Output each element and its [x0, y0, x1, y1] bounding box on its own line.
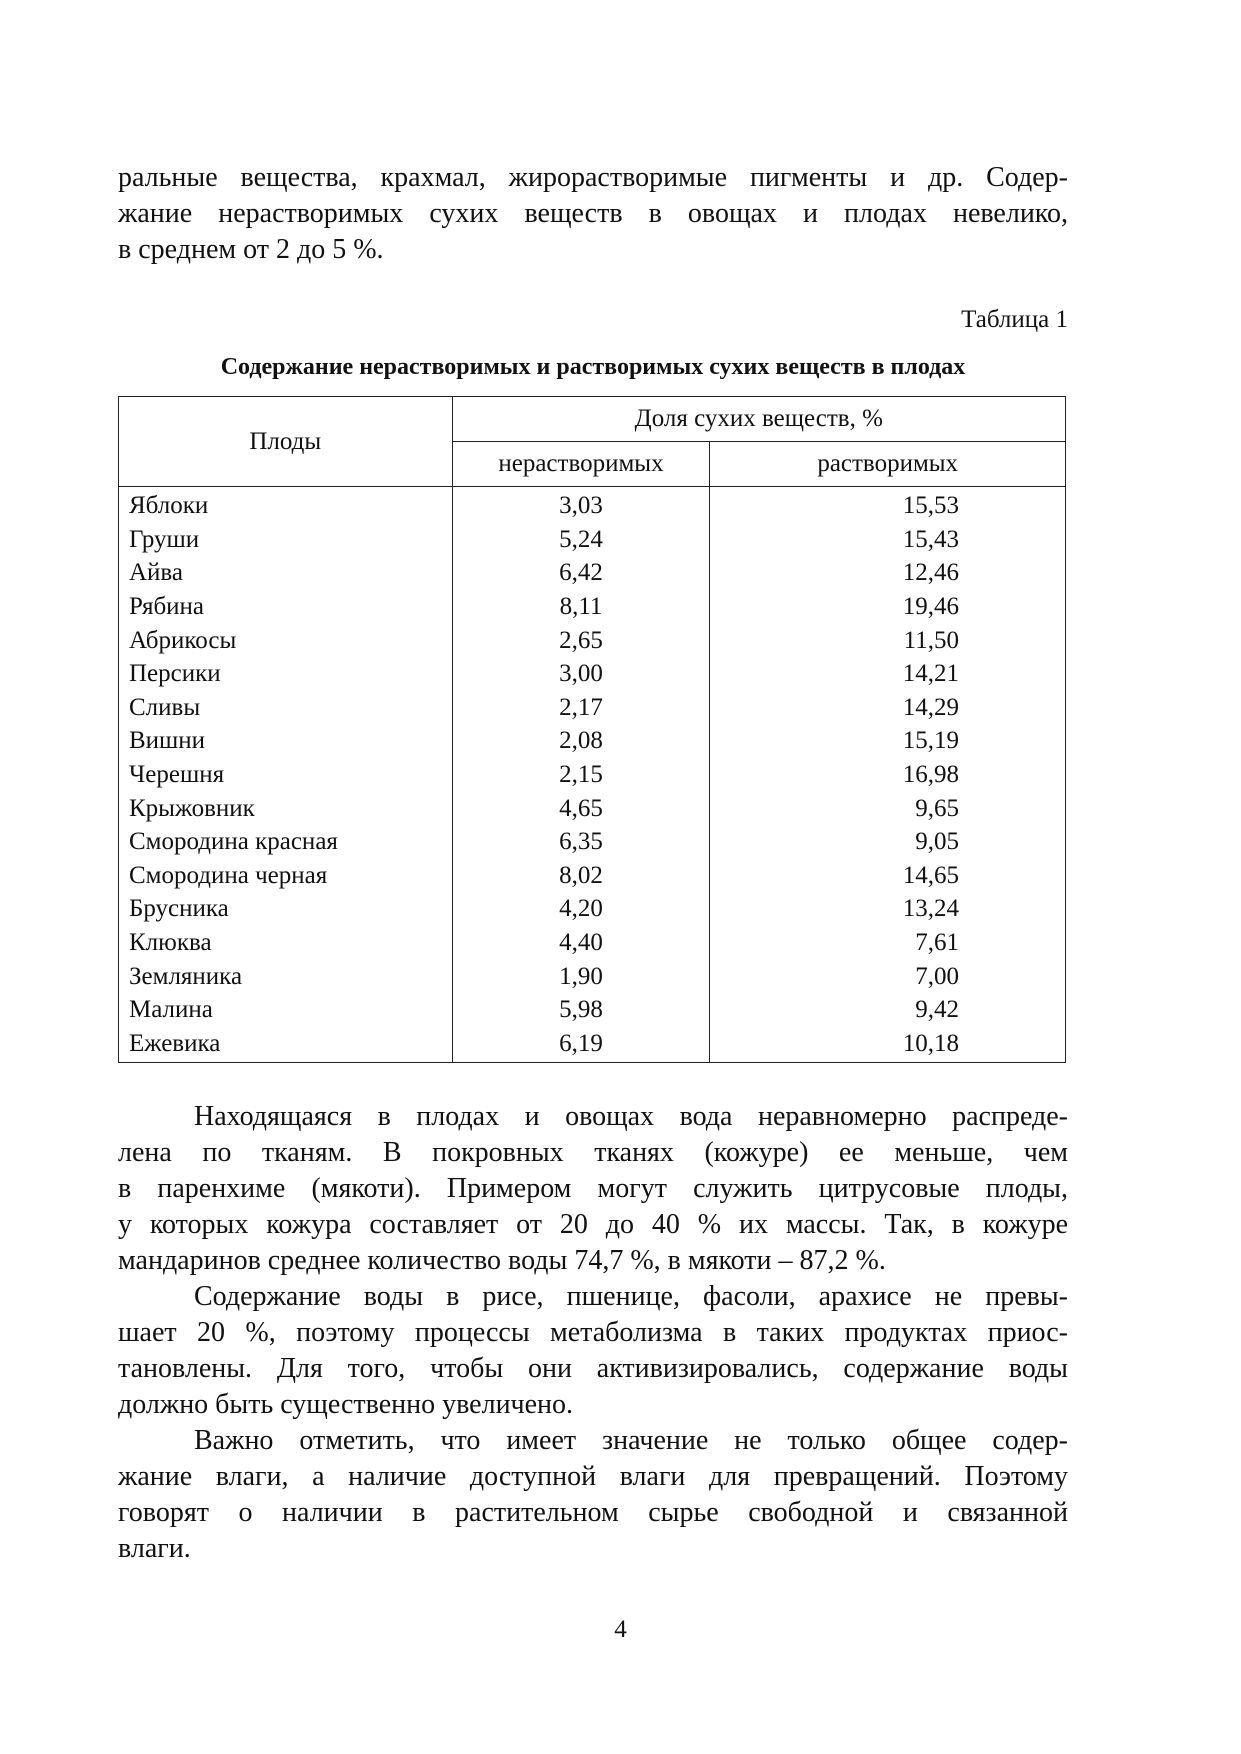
paragraph-available-moisture [118, 1423, 1068, 1567]
header-soluble: растворимых [710, 442, 1066, 487]
cell-soluble: 7,61 [710, 926, 1066, 960]
table-row [119, 590, 1066, 624]
table-row [119, 523, 1066, 557]
cell-insoluble: 2,08 [452, 724, 710, 758]
cell-fruit: Малина [119, 993, 453, 1027]
cell-insoluble: 5,24 [452, 523, 710, 557]
cell-soluble: 11,50 [710, 623, 1066, 657]
table-row [119, 791, 1066, 825]
table-row [119, 657, 1066, 691]
cell-soluble: 9,05 [710, 825, 1066, 859]
text-line: у которых кожура составляет от 20 до 40 % их массы. Так, в кожуре [118, 1209, 1068, 1241]
cell-fruit: Персики [119, 657, 453, 691]
header-insoluble: нерастворимых [452, 442, 710, 487]
cell-soluble: 9,42 [710, 993, 1066, 1027]
cell-insoluble: 2,65 [452, 623, 710, 657]
header-fruit: Плоды [119, 397, 453, 487]
text-line: шает 20 %, поэтому процессы метаболизма в таких продуктах приос- [118, 1317, 1068, 1349]
cell-fruit: Рябина [119, 590, 453, 624]
cell-insoluble: 8,02 [452, 859, 710, 893]
paragraph-grain-water [118, 1279, 1068, 1423]
cell-insoluble: 4,40 [452, 926, 710, 960]
cell-soluble: 9,65 [710, 791, 1066, 825]
cell-soluble: 15,43 [710, 523, 1066, 557]
cell-fruit: Яблоки [119, 487, 453, 523]
cell-insoluble: 4,20 [452, 892, 710, 926]
cell-insoluble: 6,19 [452, 1027, 710, 1063]
body-text [118, 1099, 1068, 1567]
cell-insoluble: 3,03 [452, 487, 710, 523]
cell-fruit: Абрикосы [119, 623, 453, 657]
table-body [119, 487, 1066, 1063]
cell-fruit: Айва [119, 556, 453, 590]
table-row [119, 758, 1066, 792]
text-line: Находящаяся в плодах и овощах вода неравномерно распреде- [194, 1101, 1068, 1133]
text-line: мандаринов среднее количество воды 74,7 %, в мякоти – 87,2 %. [118, 1245, 886, 1277]
table-row [119, 993, 1066, 1027]
intro-paragraph [118, 160, 1068, 268]
cell-insoluble: 6,42 [452, 556, 710, 590]
table-row [119, 926, 1066, 960]
text-line: должно быть существенно увеличено. [118, 1389, 574, 1421]
table-row [119, 959, 1066, 993]
dry-matter-table [118, 396, 1066, 1063]
cell-insoluble: 3,00 [452, 657, 710, 691]
cell-soluble: 12,46 [710, 556, 1066, 590]
cell-insoluble: 2,15 [452, 758, 710, 792]
cell-soluble: 19,46 [710, 590, 1066, 624]
text-line: в паренхиме (мякоти). Примером могут служить цитрусовые плоды, [118, 1173, 1068, 1205]
cell-insoluble: 5,98 [452, 993, 710, 1027]
text-line: Важно отметить, что имеет значение не только общее содер- [194, 1425, 1068, 1457]
text-line: тановлены. Для того, чтобы они активизировались, содержание воды [118, 1353, 1068, 1385]
table-row [119, 623, 1066, 657]
cell-fruit: Земляника [119, 959, 453, 993]
text-line: жание влаги, а наличие доступной влаги для превращений. Поэтому [118, 1461, 1068, 1493]
text-line: жание нерастворимых сухих веществ в овощах и плодах невелико, [118, 198, 1068, 229]
table-label: Таблица 1 [961, 306, 1068, 333]
cell-insoluble: 4,65 [452, 791, 710, 825]
cell-insoluble: 8,11 [452, 590, 710, 624]
cell-fruit: Черешня [119, 758, 453, 792]
table-row [119, 892, 1066, 926]
text-line: лена по тканям. В покровных тканях (кожуре) ее меньше, чем [118, 1137, 1068, 1169]
cell-fruit: Вишни [119, 724, 453, 758]
cell-fruit: Клюква [119, 926, 453, 960]
table-row [119, 724, 1066, 758]
cell-soluble: 14,21 [710, 657, 1066, 691]
cell-fruit: Ежевика [119, 1027, 453, 1063]
paragraph-water-distribution [118, 1099, 1068, 1279]
table-title: Содержание нерастворимых и растворимых сухих веществ в плодах [220, 354, 966, 380]
cell-fruit: Крыжовник [119, 791, 453, 825]
cell-fruit: Смородина красная [119, 825, 453, 859]
table-row [119, 556, 1066, 590]
cell-soluble: 15,53 [710, 487, 1066, 523]
text-line: в среднем от 2 до 5 %. [118, 234, 384, 265]
cell-soluble: 10,18 [710, 1027, 1066, 1063]
table-row [119, 1027, 1066, 1063]
cell-fruit: Смородина черная [119, 859, 453, 893]
cell-soluble: 7,00 [710, 959, 1066, 993]
document-page [118, 160, 1068, 1567]
table-row [119, 825, 1066, 859]
text-line: Содержание воды в рисе, пшенице, фасоли, арахисе не превы- [194, 1281, 1068, 1313]
table-row [119, 691, 1066, 725]
cell-fruit: Брусника [119, 892, 453, 926]
cell-fruit: Груши [119, 523, 453, 557]
table-row [119, 487, 1066, 523]
cell-insoluble: 1,90 [452, 959, 710, 993]
cell-soluble: 15,19 [710, 724, 1066, 758]
page-number: 4 [614, 1616, 627, 1643]
text-line: влаги. [118, 1533, 191, 1565]
table-row [119, 859, 1066, 893]
text-line: ральные вещества, крахмал, жирорастворимые пигменты и др. Содер- [118, 162, 1068, 193]
cell-soluble: 16,98 [710, 758, 1066, 792]
cell-insoluble: 6,35 [452, 825, 710, 859]
cell-soluble: 14,29 [710, 691, 1066, 725]
cell-insoluble: 2,17 [452, 691, 710, 725]
header-group: Доля сухих веществ, % [452, 397, 1065, 442]
cell-fruit: Сливы [119, 691, 453, 725]
cell-soluble: 14,65 [710, 859, 1066, 893]
text-line: говорят о наличии в растительном сырье свободной и связанной [118, 1497, 1068, 1529]
cell-soluble: 13,24 [710, 892, 1066, 926]
